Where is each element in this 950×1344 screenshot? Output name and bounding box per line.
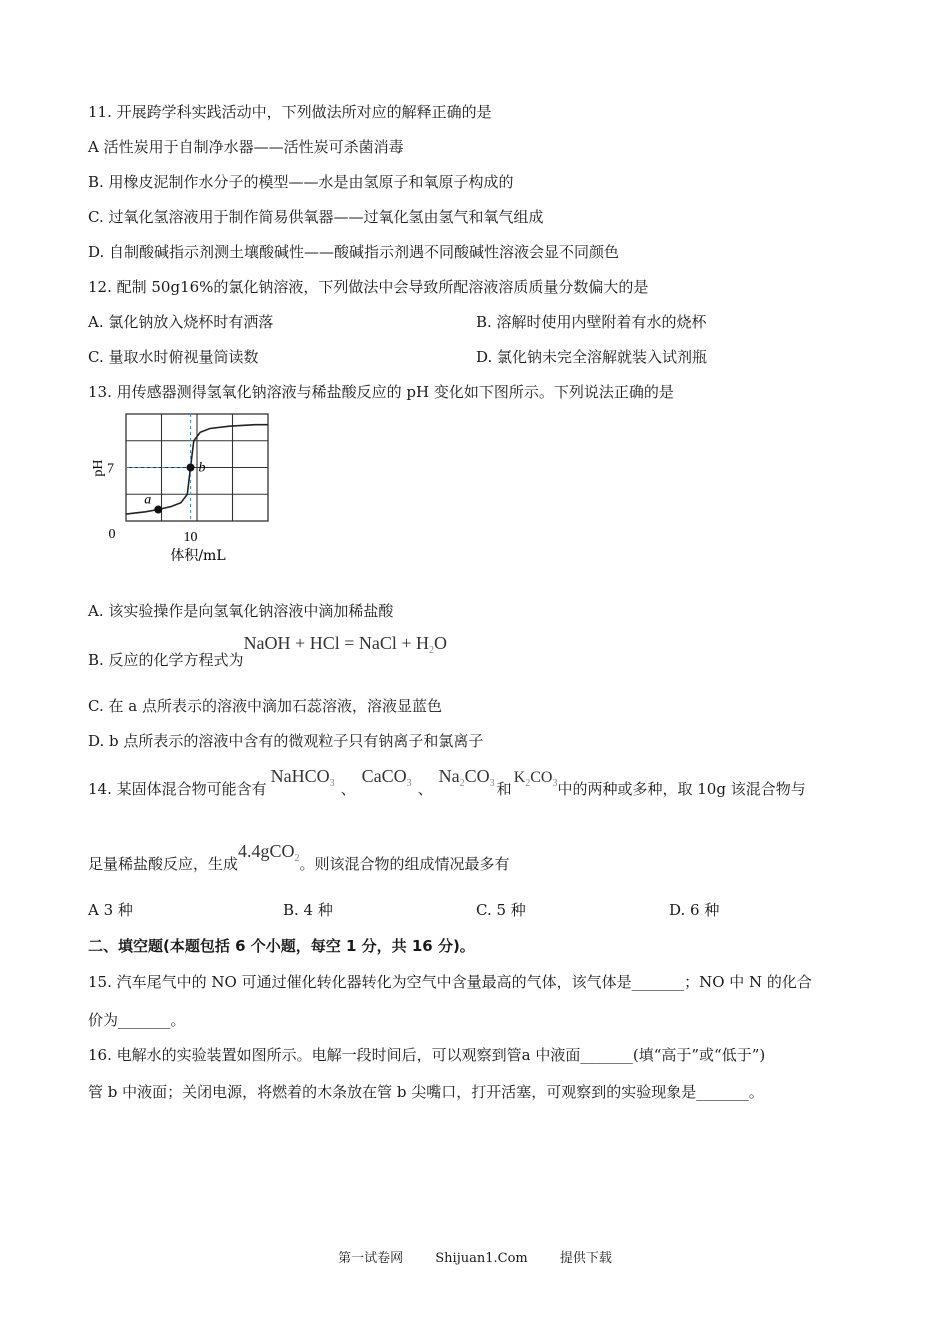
q11-option-d: D. 自制酸碱指示剂测土壤酸碱性——酸碱指示剂遇不同酸碱性溶液会显不同颜色 (88, 243, 620, 261)
point-label-a: a (144, 492, 152, 508)
q14-option-c: C. 5 种 (476, 901, 526, 919)
conjunction: 和 (496, 780, 512, 798)
q14-option-d: D. 6 种 (669, 901, 720, 919)
separator: 、 (340, 780, 356, 798)
q16-line1: 16. 电解水的实验装置如图所示。电解一段时间后，可以观察到管a 中液面_______(填“高于”或“低于”) (88, 1046, 766, 1064)
formula-subscript: 3 (552, 778, 558, 789)
q11-option-c: C. 过氧化氢溶液用于制作简易供氧器——过氧化氢由氢气和氧气组成 (88, 208, 544, 226)
q13-option-b (88, 633, 448, 671)
q16-line2: 管 b 中液面；关闭电源，将燃着的木条放在管 b 尖嘴口，打开活塞，可观察到的实验现象是_______。 (88, 1083, 764, 1101)
point-a (154, 506, 162, 514)
footer-domain: Shijuan1.Com (435, 1251, 528, 1266)
formula-na2co3 (438, 766, 495, 789)
q13-option-c: C. 在 a 点所表示的溶液中滴加石蕊溶液，溶液显蓝色 (88, 697, 442, 715)
ph-chart (80, 408, 280, 568)
formula-subscript: 3 (489, 778, 495, 789)
formula-part: CaCO (361, 766, 407, 786)
equation-part: NaOH + HCl = NaCl + H (243, 633, 430, 653)
q12-option-d: D. 氯化钠未完全溶解就装入试剂瓶 (476, 348, 708, 366)
y-tick-label: 7 (107, 461, 114, 477)
formula-k2co3 (513, 769, 558, 789)
formula-part: CO (530, 769, 553, 786)
q15-line2: 价为_______。 (88, 1011, 186, 1029)
q14-text: 中的两种或多种，取 10g 该混合物与 (557, 780, 806, 798)
q14-text: 足量稀盐酸反应，生成 (88, 855, 239, 873)
separator: 、 (417, 780, 433, 798)
formula-co2 (238, 841, 300, 864)
y-axis-label: pH (91, 459, 106, 477)
q14-option-b: B. 4 种 (283, 901, 333, 919)
q14-text: 。则该混合物的组成情况最多有 (299, 855, 510, 873)
equation-part: O (434, 633, 448, 653)
chart-marks (107, 461, 206, 546)
q14-option-a: A 3 种 (88, 901, 133, 919)
page-footer (0, 1247, 950, 1266)
x-axis-label: 体积/mL (170, 548, 226, 564)
footer-site: 第一试卷网 (338, 1251, 404, 1266)
q13-option-b-text: B. 反应的化学方程式为 (88, 651, 244, 669)
equation-formula (243, 633, 448, 656)
q13-stem: 13. 用传感器测得氢氧化钠溶液与稀盐酸反应的 pH 变化如下图所示。下列说法正确的是 (88, 383, 674, 401)
footer-text: 提供下载 (559, 1251, 612, 1266)
formula-part: Na (438, 766, 460, 786)
q11-option-a: A 活性炭用于自制净水器——活性炭可杀菌消毒 (88, 138, 404, 156)
x-tick-label: 10 (183, 530, 198, 545)
q13-option-d: D. b 点所表示的溶液中含有的微观粒子只有钠离子和氯离子 (88, 732, 484, 750)
formula-subscript: 2 (459, 778, 465, 789)
formula-subscript: 2 (294, 853, 300, 864)
formula-part: K (513, 769, 526, 786)
x-tick-label: 0 (108, 527, 116, 542)
formula-nahco3 (270, 766, 335, 789)
q12-option-c: C. 量取水时俯视量筒读数 (88, 348, 259, 366)
formula-part: NaHCO (270, 766, 330, 786)
q14-text: 14. 某固体混合物可能含有 (88, 780, 267, 798)
q14-stem-line1 (88, 766, 806, 806)
q11-option-b: B. 用橡皮泥制作水分子的模型——水是由氢原子和氧原子构成的 (88, 173, 514, 191)
q13-option-a: A. 该实验操作是向氢氧化钠溶液中滴加稀盐酸 (88, 602, 394, 620)
q15-line1: 15. 汽车尾气中的 NO 可通过催化转化器转化为空气中含量最高的气体，该气体是_______；NO 中 N 的化合 (88, 973, 812, 991)
q12-stem: 12. 配制 50g16%的氯化钠溶液，下列做法中会导致所配溶液溶质质量分数偏大的是 (88, 278, 649, 296)
q12-option-b: B. 溶解时使用内壁附着有水的烧杯 (476, 313, 707, 331)
q11-stem: 11. 开展跨学科实践活动中，下列做法所对应的解释正确的是 (88, 103, 492, 121)
q14-stem-line2 (88, 841, 510, 881)
formula-part: CO (464, 766, 490, 786)
q12-option-a: A. 氯化钠放入烧杯时有洒落 (88, 313, 274, 331)
formula-subscript: 2 (525, 778, 531, 789)
section-heading: 二、填空题(本题包括 6 个小题，每空 1 分，共 16 分)。 (88, 937, 475, 955)
formula-subscript: 3 (329, 778, 335, 789)
formula-part: 4.4gCO (238, 841, 295, 861)
equation-subscript: 2 (429, 645, 435, 656)
point-b (187, 464, 195, 472)
formula-subscript: 3 (406, 778, 412, 789)
formula-caco3 (361, 766, 412, 789)
point-label-b: b (198, 460, 206, 476)
